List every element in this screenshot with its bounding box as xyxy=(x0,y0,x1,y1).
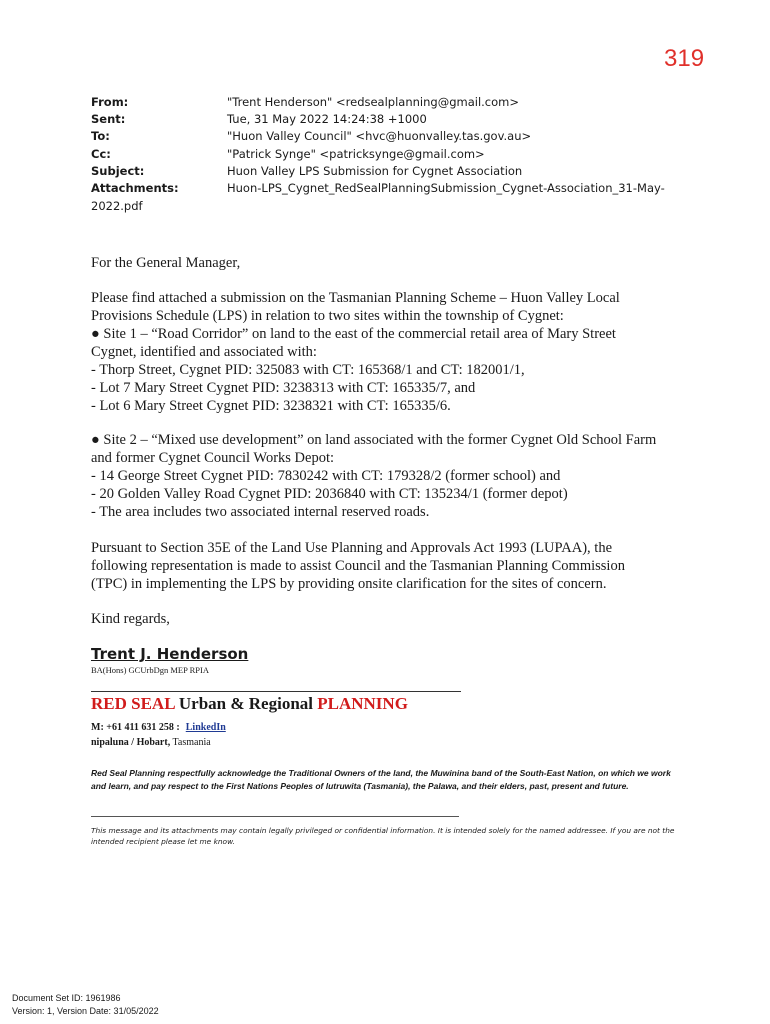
greeting: For the General Manager, xyxy=(91,255,241,271)
brand-urban-regional: Urban & Regional xyxy=(174,694,318,713)
confidentiality-disclaimer: This message and its attachments may contain legally privileged or confidential information. It is intended solely for the named addressee. If you are not the intended recipient please let me know. xyxy=(91,826,675,846)
location-city: nipaluna / Hobart, xyxy=(91,737,171,748)
location-state: Tasmania xyxy=(170,737,211,748)
attachment-link[interactable]: Huon-LPS_Cygnet_RedSealPlanningSubmission_Cygnet-Association_31-May- xyxy=(227,181,665,195)
disclaimer-divider xyxy=(91,816,459,817)
brand-planning: PLANNING xyxy=(317,694,408,713)
document-set-id: Document Set ID: 1961986 xyxy=(12,993,121,1003)
body-paragraph-site1: Please find attached a submission on the Tasmanian Planning Scheme – Huon Valley Local Provisions Schedule (LPS) in relation to two sites within the township of Cygnet: ● Site 1 – “Road Corridor” on land to the east of the commercial retail area of Mary Street Cygnet, identified and associated with: - Thorp Street, Cygnet PID: 325083 with CT: 165368/1 and CT: 182001/1, - Lot 7 Mary Street Cygnet PID: 3238313 with CT: 165335/7, and - Lot 6 Mary Street Cygnet PID: 3238321 with CT: 165335/6. xyxy=(91,290,620,414)
attachments-label: Attachments: xyxy=(91,181,179,195)
from-value: "Trent Henderson" <redsealplanning@gmail.com> xyxy=(227,95,519,109)
cc-label: Cc: xyxy=(91,147,111,161)
subject-label: Subject: xyxy=(91,164,145,178)
page-number: 319 xyxy=(664,45,705,72)
contact-line xyxy=(91,722,226,733)
phone-number: M: +61 411 631 258 : xyxy=(91,722,180,733)
subject-value: Huon Valley LPS Submission for Cygnet Association xyxy=(227,164,523,178)
sent-label: Sent: xyxy=(91,112,126,126)
version-info: Version: 1, Version Date: 31/05/2022 xyxy=(12,1006,159,1016)
brand-red-seal: RED SEAL xyxy=(91,694,175,713)
sent-value: Tue, 31 May 2022 14:24:38 +1000 xyxy=(227,112,427,126)
to-label: To: xyxy=(91,129,110,143)
body-paragraph-lupaa: Pursuant to Section 35E of the Land Use Planning and Approvals Act 1993 (LUPAA), the following representation is made to assist Council and the Tasmanian Planning Commission (TPC) in implementing the LPS by providing onsite clarification for the sites of concern. xyxy=(91,540,625,592)
location-line xyxy=(91,737,211,748)
body-paragraph-site2: ● Site 2 – “Mixed use development” on land associated with the former Cygnet Old School Farm and former Cygnet Council Works Depot: - 14 George Street Cygnet PID: 7830242 with CT: 179328/2 (former school) and - 20 Golden Valley Road Cygnet PID: 2036840 with CT: 135234/1 (former depot) - The area includes two associated internal reserved roads. xyxy=(91,432,657,520)
company-brand xyxy=(91,694,408,714)
cc-value: "Patrick Synge" <patricksynge@gmail.com> xyxy=(227,147,485,161)
signature-qualifications: BA(Hons) GCUrbDgn MEP RPIA xyxy=(91,665,209,675)
to-value: "Huon Valley Council" <hvc@huonvalley.tas.gov.au> xyxy=(227,129,532,143)
attachment-link-wrap[interactable]: 2022.pdf xyxy=(91,199,143,213)
from-label: From: xyxy=(91,95,129,109)
signature-name: Trent J. Henderson xyxy=(91,645,249,663)
signature-divider xyxy=(91,691,461,692)
acknowledgement-of-country: Red Seal Planning respectfully acknowledge the Traditional Owners of the land, the Muwinina band of the South-East Nation, on which we work and learn, and pay respect to the First Nations Peoples of lutruwita (Tasmania), the Palawa, and their elders, past, present and future. xyxy=(91,768,671,791)
document-footer xyxy=(12,992,159,1018)
linkedin-link[interactable]: LinkedIn xyxy=(185,722,226,733)
closing: Kind regards, xyxy=(91,611,170,627)
